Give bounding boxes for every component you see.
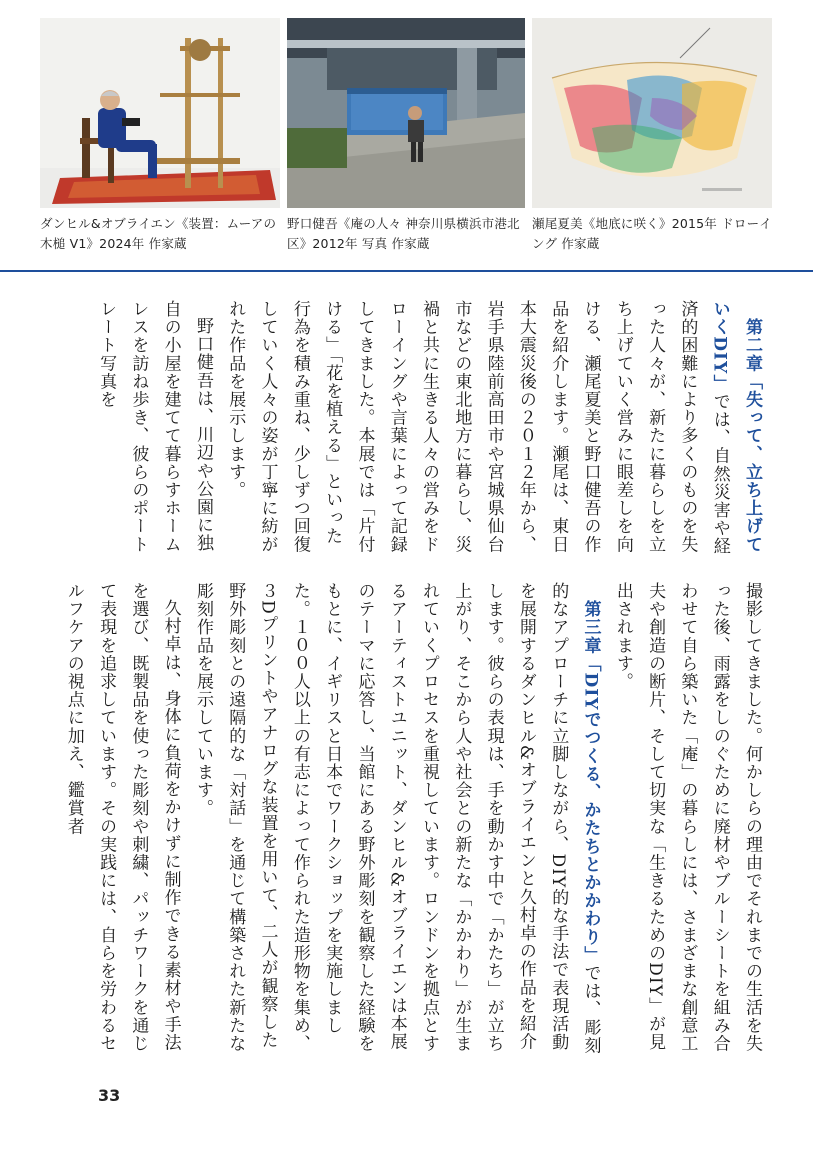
figure-caption-3: 瀬尾夏美《地底に咲く》2015年 ドローイング 作家蔵 [532,216,772,251]
paragraph [219,300,768,558]
paragraph: 久村卓は、身体に負荷をかけずに制作できる素材や手法を選び、既製品を使った彫刻や刺繍、パッチワークを通じて表現を追求しています。その実践には、自らを労わるセルフケアの視点に加え、鑑賞者 [63,582,181,1053]
photo-seo-natsumi [532,18,772,208]
chapter-2-heading: 第二章「失って、立ち上げていくDIY」 [709,300,762,554]
chapter-2-body: では、自然災害や経済的困難により多くのものを失った人々が、新たに暮らしを立ち上げていく営みに眼差しを向ける、瀬尾夏美と野口健吾の作品を紹介します。瀬尾は、東日本大震災後の２０１２年から、岩手県陸前高田市や宮城県仙台市などの東北地方に暮らし、災禍と共に生きる人々の営みをドローイングや言葉によって記録してきました。本展では「片付ける」「花を植える」といった行為を積み重ね、少しずつ回復していく人々の姿が丁寧に紡がれた作品を展示します。 [225,300,730,556]
paragraph: 野口健吾は、川辺や公園に独自の小屋を建てて暮らすホームレスを訪ね歩き、彼らのポートレート写真を [96,300,213,554]
chapter-3-heading: 第三章「DIYでつくる、かたちとかかわり」 [580,600,601,965]
paragraph: 撮影してきました。何かしらの理由でそれまでの生活を失った後、雨露をしのぐために廃材やブルーシートを組み合わせて自ら築いた「庵」の暮らしには、さまざまな創意工夫や創造の断片、そして切実な「生きるためのDIY」が見出されます。 [612,582,762,1053]
body-upper [48,300,768,558]
photo-noguchi-kengo [287,18,525,208]
paragraph [187,582,607,1062]
body-lower [48,582,768,1062]
chapter-3-body: では、彫刻的なアプローチに立脚しながら、DIY的な手法で表現活動を展開するダンヒル&オブライエンと久村卓の作品を紹介します。彼らの表現は、手を動かす中で「かたち」が立ち上がり、そこから人や社会との新たな「かかわり」が生まれていくプロセスを重視しています。ロンドンを拠点とするアーティストユニット、ダンヒル&オブライエンは本展のテーマに応答し、当館にある野外彫刻を観察した経験をもとに、イギリスと日本でワークショップを実施しました。１００人以上の有志によって作られた造形物を集め、３Dプリントやアナログな装置を用いて、二人が観察した野外彫刻との遠隔的な「対話」を通じて構築された新たな彫刻作品を展示しています。 [192,582,601,1055]
figure-caption-1: ダンヒル&オブライエン《装置：ムーアの木槌 V1》2024年 作家蔵 [40,216,277,251]
section-divider [0,270,813,272]
photo-dunhill-obrien [40,18,280,208]
page-number: 33 [98,1086,121,1105]
figure-caption-2: 野口健吾《庵の人々 神奈川県横浜市港北区》2012年 写真 作家蔵 [287,216,520,251]
